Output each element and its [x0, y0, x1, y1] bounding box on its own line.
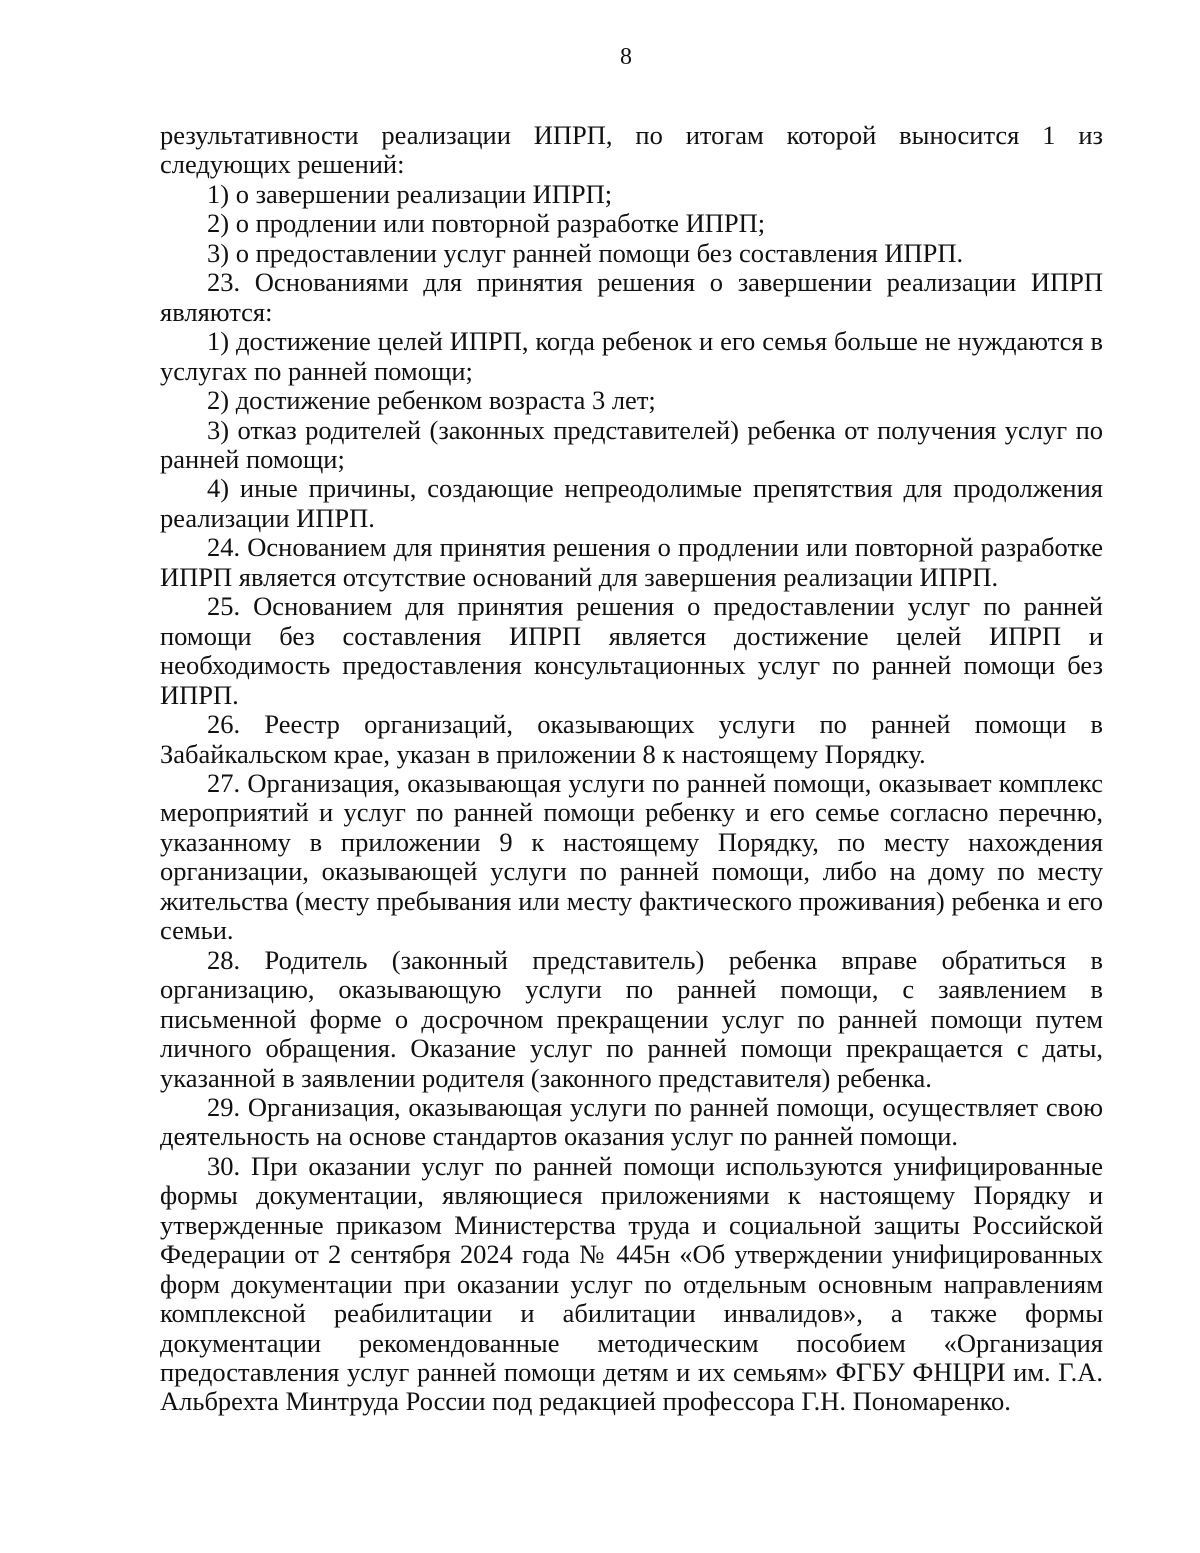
list-item-services-without-iprp: 3) о предоставлении услуг ранней помощи без составления ИПРП. — [207, 237, 964, 268]
clause-24: 24. Основанием для принятия решения о продлении или повторной разработке ИПРП является отсутствие оснований для завершения реализации ИПРП. — [160, 532, 1103, 592]
clause-23-item-3: 3) отказ родителей (законных представителей) ребенка от получения услуг по ранней помощи; — [160, 414, 1103, 474]
clause-23: 23. Основаниями для принятия решения о завершении реализации ИПРП являются: — [160, 267, 1103, 327]
clause-30: 30. При оказании услуг по ранней помощи используются унифицированные формы документации, являющиеся приложениями к настоящему Порядку и утвержденные приказом Министерства труда и социальной защиты Российской Федерации от 2 сентября 2024 года № 445н «Об утверждении унифицированных форм документации при оказании услуг по отдельным основным направлениям комплексной реабилитации и абилитации инвалидов», а также формы документации рекомендованные методическим пособием «Организация предоставления услуг ранней помощи детям и их семьям» ФГБУ ФНЦРИ им. Г.А. Альбрехта Минтруда России под редакцией профессора Г.Н. Пономаренко. — [160, 1150, 1103, 1417]
document-body — [160, 121, 1103, 1417]
clause-28: 28. Родитель (законный представитель) ребенка вправе обратиться в организацию, оказывающую услуги по ранней помощи, с заявлением в письменной форме о досрочном прекращении услуг по ранней помощи путем личного обращения. Оказание услуг по ранней помощи прекращается с даты, указанной в заявлении родителя (законного представителя) ребенка. — [160, 944, 1103, 1093]
clause-26: 26. Реестр организаций, оказывающих услуги по ранней помощи в Забайкальском крае, указан в приложении 8 к настоящему Порядку. — [160, 709, 1103, 769]
list-item-extension: 2) о продлении или повторной разработке ИПРП; — [207, 208, 766, 239]
clause-29: 29. Организация, оказывающая услуги по ранней помощи, осуществляет свою деятельность на основе стандартов оказания услуг по ранней помощи. — [160, 1091, 1103, 1152]
paragraph-continuation: результативности реализации ИПРП, по итогам которой выносится 1 из следующих решений: — [160, 120, 1103, 180]
list-item-completion: 1) о завершении реализации ИПРП; — [207, 178, 613, 209]
clause-25: 25. Основанием для принятия решения о предоставлении услуг по ранней помощи без составления ИПРП является достижение целей ИПРП и необходимость предоставления консультационных услуг по ранней помощи без ИПРП. — [160, 591, 1103, 710]
page-number: 8 — [620, 44, 632, 70]
clause-27: 27. Организация, оказывающая услуги по ранней помощи, оказывает комплекс мероприятий и услуг по ранней помощи ребенку и его семье согласно перечню, указанному в приложении 9 к настоящему Порядку, по месту нахождения организации, оказывающей услуги по ранней помощи, либо на дому по месту жительства (месту пребывания или месту фактического проживания) ребенка и его семьи. — [160, 767, 1103, 946]
clause-23-item-2: 2) достижение ребенком возраста 3 лет; — [207, 385, 656, 416]
clause-23-item-4: 4) иные причины, создающие непреодолимые препятствия для продолжения реализации ИПРП. — [160, 473, 1103, 533]
clause-23-item-1: 1) достижение целей ИПРП, когда ребенок и его семья больше не нуждаются в услугах по ранней помощи; — [160, 326, 1103, 386]
